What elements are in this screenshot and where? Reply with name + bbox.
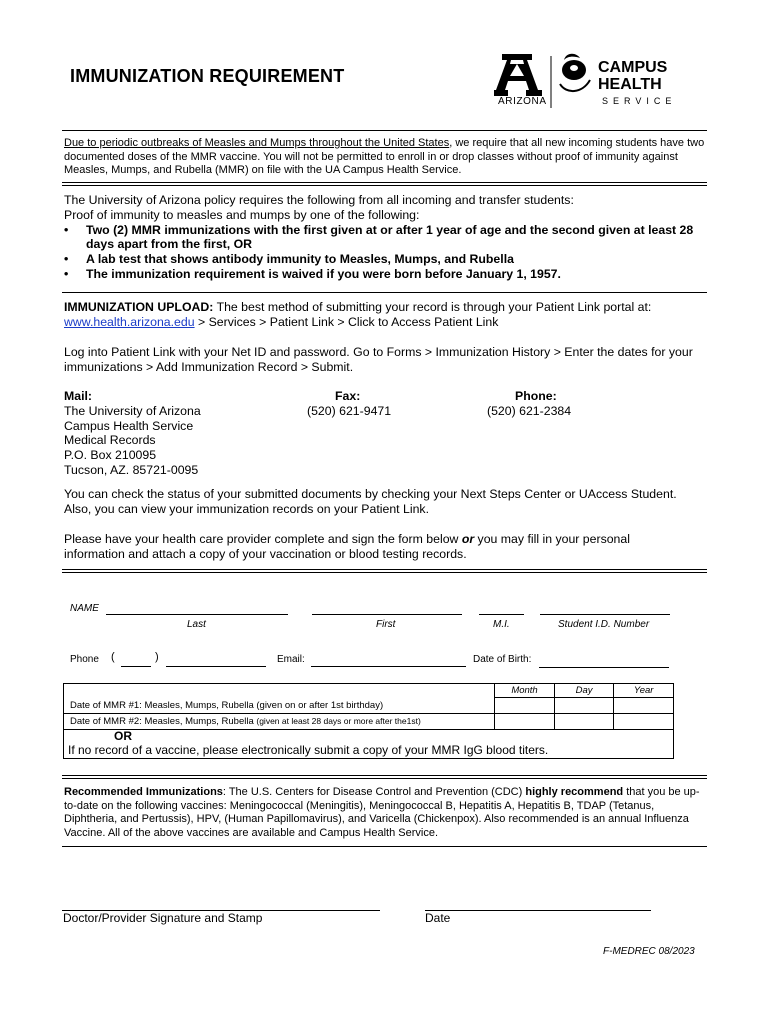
mi-caption: M.I. bbox=[493, 619, 510, 630]
or-divider: OR bbox=[64, 730, 674, 743]
instructions-before: Please have your health care provider complete and sign the form below bbox=[64, 532, 462, 546]
phone-number: (520) 621-2384 bbox=[487, 404, 572, 418]
policy-line1: The University of Arizona policy requires the following from all incoming and transfer students: bbox=[64, 193, 574, 207]
form-code: F-MEDREC 08/2023 bbox=[603, 946, 695, 957]
last-caption: Last bbox=[187, 619, 206, 630]
mmr2-month-field[interactable] bbox=[495, 714, 555, 730]
email-label: Email: bbox=[277, 654, 305, 665]
page-title: IMMUNIZATION REQUIREMENT bbox=[70, 66, 345, 86]
recommended-paragraph bbox=[64, 786, 704, 840]
phone-field[interactable] bbox=[166, 652, 266, 667]
recommended-text2: that you be up-to-date on the following vaccines: Meningococcal (Meningitis), Meningococcal B, Hepatitis A, Hepatitis B, TDAP (Tetanus, Diphtheria, and Pertussis), HPV, (Human Papillomavirus), and Varicella (Chickenpox). Also recommended is an annual Influenza Vaccine. All of the above vaccines are available and Campus Health Service. bbox=[64, 786, 700, 839]
campus-wordmark: CAMPUS bbox=[598, 59, 668, 76]
mail-block bbox=[64, 389, 264, 478]
form-phone-label: Phone bbox=[70, 654, 99, 665]
student-id-caption: Student I.D. Number bbox=[558, 619, 650, 630]
recommended-text1: : The U.S. Centers for Disease Control and Prevention (CDC) bbox=[222, 786, 526, 798]
recommended-label: Recommended Immunizations bbox=[64, 786, 223, 798]
col-day: Day bbox=[554, 684, 614, 698]
status-paragraph: You can check the status of your submitted documents by checking your Next Steps Center or UAccess Student. Also, you can view your immunization records on your Patient Link. bbox=[64, 487, 677, 516]
mail-line: Campus Health Service bbox=[64, 418, 194, 433]
fax-label: Fax: bbox=[335, 389, 361, 403]
email-field[interactable] bbox=[311, 652, 466, 667]
mmr2-year-field[interactable] bbox=[614, 714, 674, 730]
mmr1-year-field[interactable] bbox=[614, 698, 674, 714]
area-code-close: ) bbox=[155, 651, 159, 663]
signature-label: Doctor/Provider Signature and Stamp bbox=[63, 911, 263, 925]
divider-double bbox=[62, 775, 707, 779]
instructions-or: or bbox=[461, 532, 475, 546]
health-website-link[interactable]: www.health.arizona.edu bbox=[64, 314, 195, 329]
dob-label: Date of Birth: bbox=[473, 654, 532, 665]
policy-bullet: • A lab test that shows antibody immunity to Measles, Mumps, and Rubella bbox=[64, 252, 714, 267]
date-field[interactable] bbox=[425, 896, 651, 911]
upload-label: IMMUNIZATION UPLOAD: bbox=[64, 300, 214, 314]
recommended-bold: highly recommend bbox=[525, 786, 624, 798]
policy-bullet: • Two (2) MMR immunizations with the first given at or after 1 year of age and the second given at least 28 days apart from the first, OR bbox=[64, 223, 696, 253]
upload-section bbox=[64, 300, 714, 330]
mmr-dates-table bbox=[63, 683, 674, 759]
no-record-note: If no record of a vaccine, please electronically submit a copy of your MMR IgG blood titers. bbox=[64, 742, 674, 758]
header-divider bbox=[62, 130, 707, 131]
mmr2-label bbox=[64, 714, 495, 730]
mmr2-main: Date of MMR #2: Measles, Mumps, Rubella bbox=[70, 716, 257, 727]
mail-label: Mail: bbox=[64, 389, 93, 403]
mmr2-note: (given at least 28 days or more after the1st) bbox=[256, 716, 421, 726]
mail-line: The University of Arizona bbox=[64, 403, 201, 418]
dob-field[interactable] bbox=[539, 653, 669, 668]
mmr1-day-field[interactable] bbox=[554, 698, 614, 714]
name-label: NAME bbox=[70, 603, 99, 614]
area-code-open: ( bbox=[111, 651, 115, 663]
instructions-after: you may fill in your personal information and attach a copy of your vaccination or blood testing records. bbox=[64, 532, 630, 561]
divider-double bbox=[62, 182, 707, 186]
col-year: Year bbox=[614, 684, 674, 698]
first-caption: First bbox=[376, 619, 396, 630]
signature-field[interactable] bbox=[62, 896, 380, 911]
campus-health-apple-icon bbox=[560, 54, 590, 91]
student-id-field[interactable] bbox=[540, 600, 670, 615]
upload-path: > Services > Patient Link > Click to Access Patient Link bbox=[194, 314, 499, 329]
divider-single bbox=[62, 846, 707, 847]
fax-number: (520) 621-9471 bbox=[307, 404, 392, 418]
phone-label: Phone: bbox=[515, 389, 557, 403]
intro-underlined: Due to periodic outbreaks of Measles and Mumps throughout the United States bbox=[64, 137, 450, 149]
date-label: Date bbox=[425, 911, 451, 925]
policy-line2: Proof of immunity to measles and mumps by one of the following: bbox=[64, 207, 420, 222]
middle-initial-field[interactable] bbox=[479, 600, 524, 615]
health-wordmark: HEALTH bbox=[598, 76, 662, 93]
service-wordmark: SERVICE bbox=[602, 96, 677, 106]
intro-rest: , we require that all new incoming students have two documented doses of the MMR vaccine. You will not be permitted to enroll in or drop classes without proof of immunity against Measles, Mumps, and Rubella (MMR) on file with the UA Campus Health Service. bbox=[64, 137, 705, 176]
university-logos bbox=[494, 50, 694, 112]
area-code-field[interactable] bbox=[121, 652, 151, 667]
login-instructions: Log into Patient Link with your Net ID and password. Go to Forms > Immunization History > Enter the dates for your immunizations > Add Immunization Record > Submit. bbox=[64, 345, 693, 374]
divider-single bbox=[62, 292, 707, 293]
mail-line: Tucson, AZ. 85721-0095 bbox=[64, 462, 199, 477]
mmr2-day-field[interactable] bbox=[554, 714, 614, 730]
policy-section bbox=[64, 193, 714, 282]
last-name-field[interactable] bbox=[106, 600, 288, 615]
table-spacer bbox=[64, 684, 495, 698]
arizona-wordmark: ARIZONA bbox=[498, 96, 547, 107]
mail-line: P.O. Box 210095 bbox=[64, 448, 157, 463]
divider-double bbox=[62, 569, 707, 573]
col-month: Month bbox=[495, 684, 555, 698]
first-name-field[interactable] bbox=[312, 600, 462, 615]
upload-text: The best method of submitting your record is through your Patient Link portal at: bbox=[213, 300, 652, 314]
policy-bullet: • The immunization requirement is waived if you were born before January 1, 1957. bbox=[64, 267, 714, 282]
mmr1-label: Date of MMR #1: Measles, Mumps, Rubella (given on or after 1st birthday) bbox=[64, 698, 495, 714]
instructions-paragraph bbox=[64, 532, 664, 562]
mail-line: Medical Records bbox=[64, 433, 156, 448]
mmr1-month-field[interactable] bbox=[495, 698, 555, 714]
intro-paragraph bbox=[64, 137, 724, 178]
